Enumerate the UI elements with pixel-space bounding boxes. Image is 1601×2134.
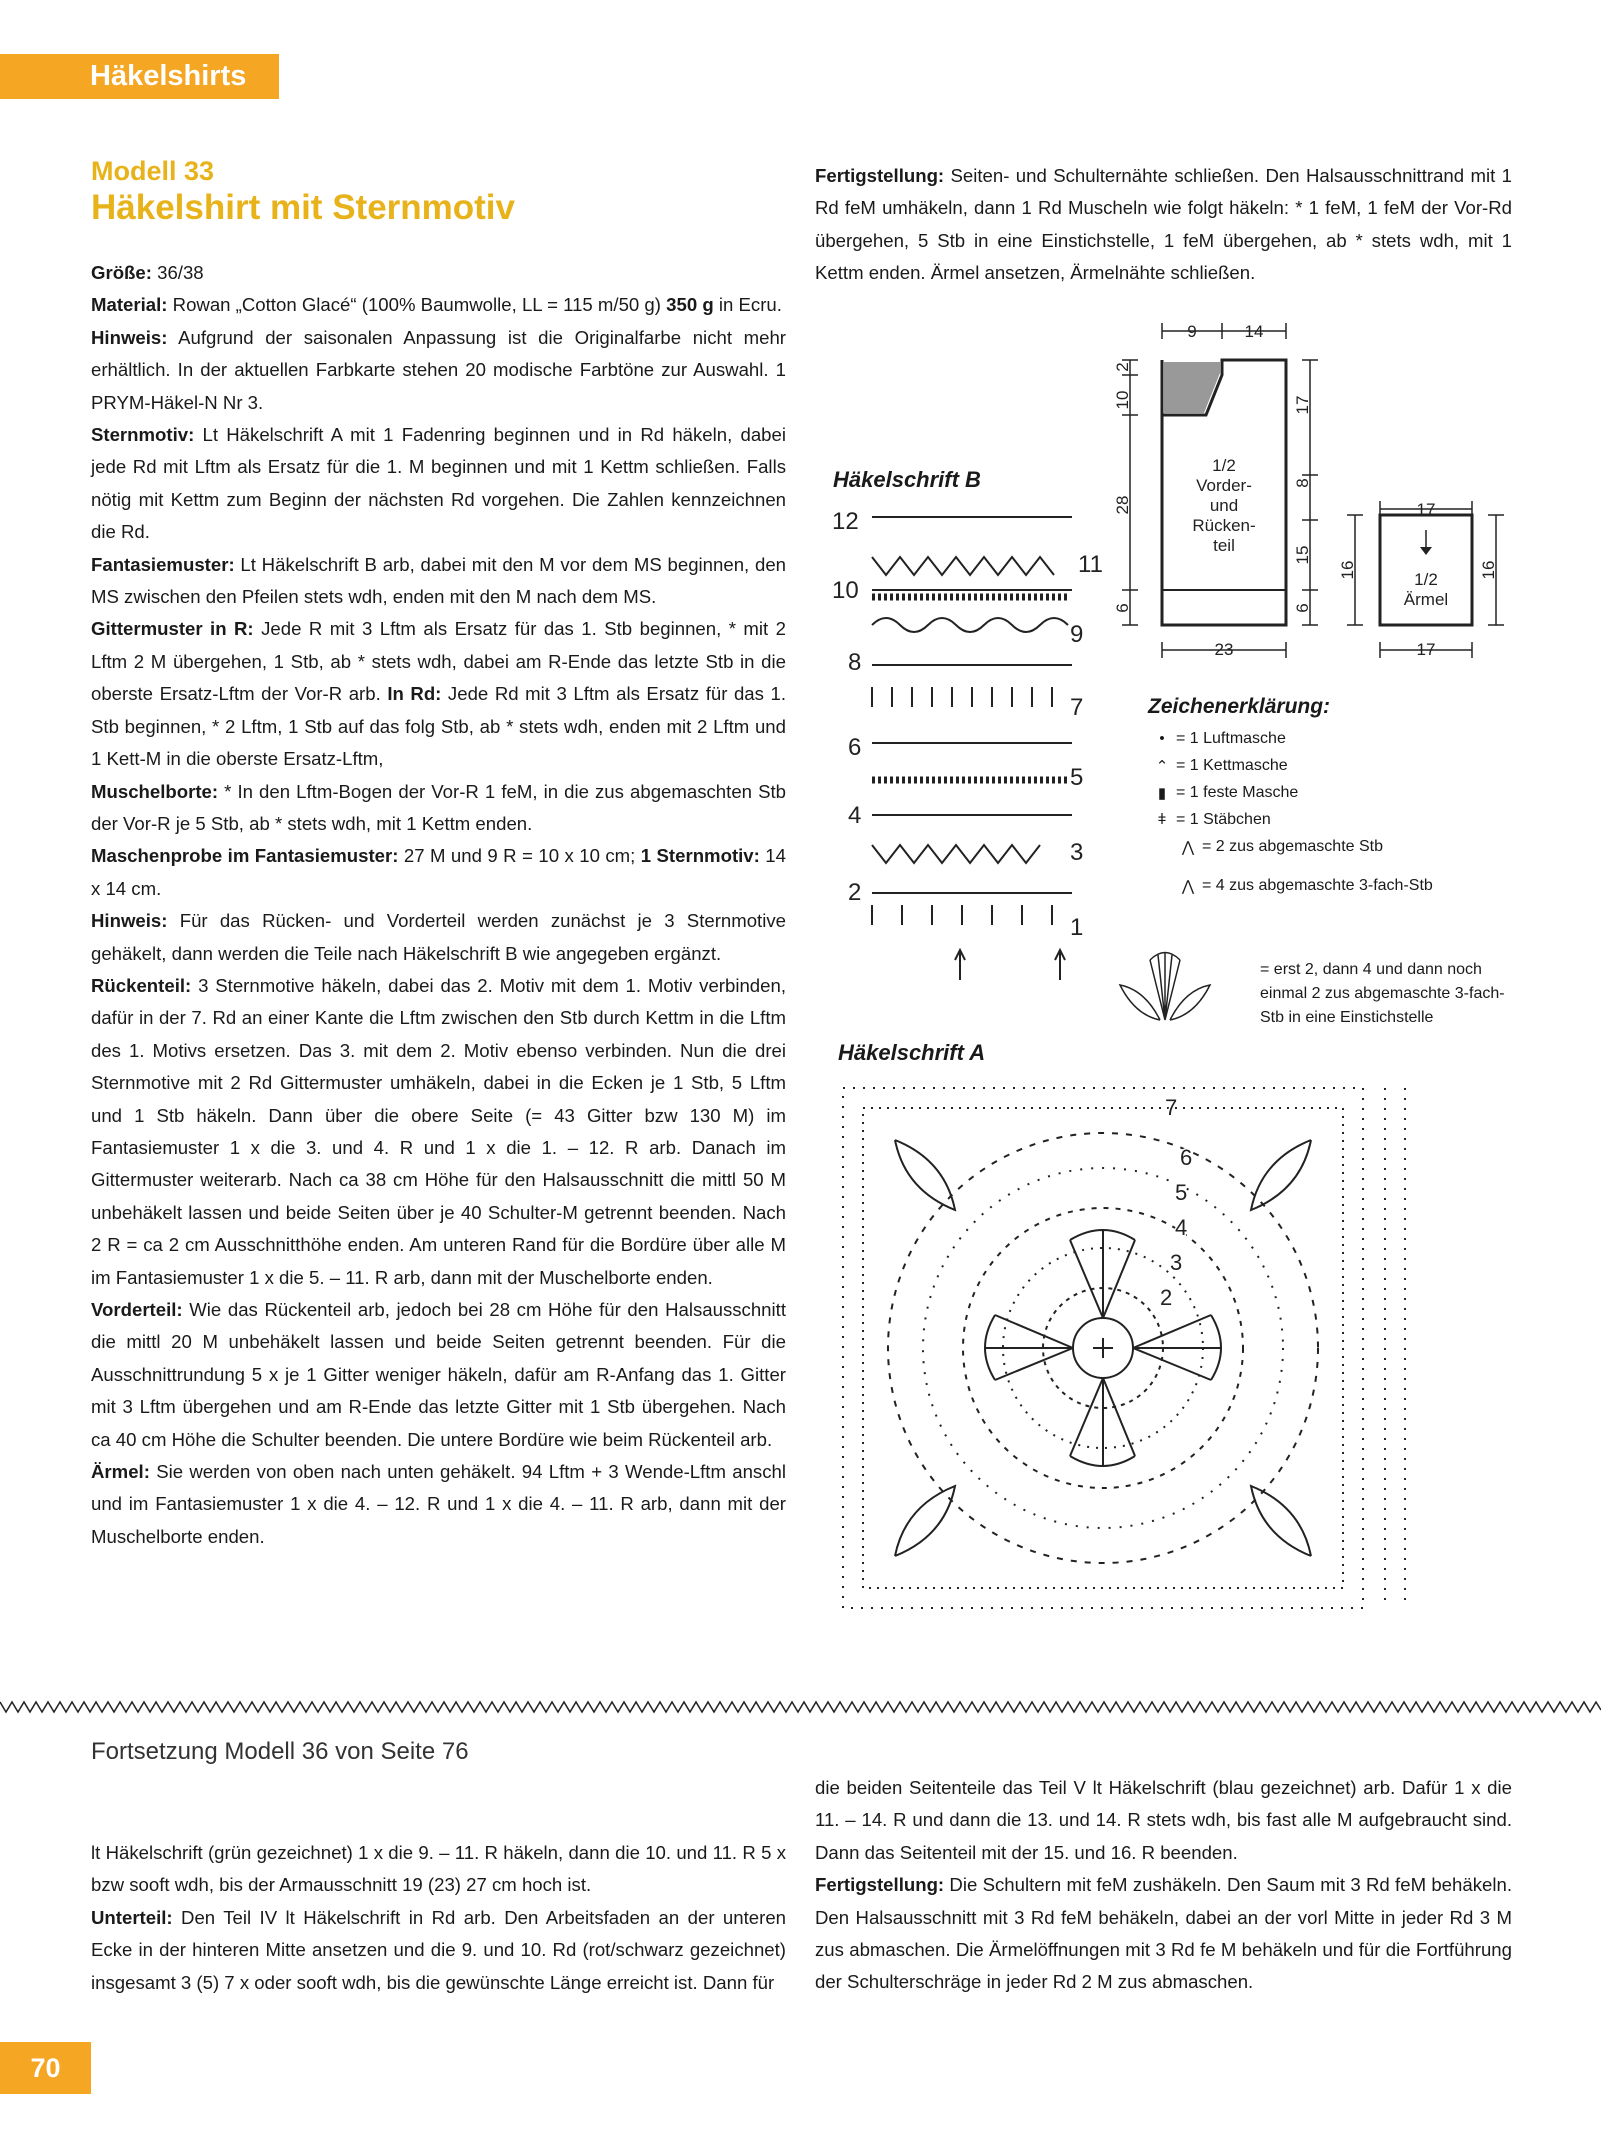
- round-4: 4: [1175, 1215, 1188, 1240]
- dim-right-d: 6: [1293, 603, 1312, 613]
- model-title: Häkelshirt mit Sternmotiv: [91, 188, 515, 227]
- row-4: 4: [848, 802, 862, 829]
- tr4tog-icon: ⋀: [1181, 878, 1195, 895]
- dim-left-d: 6: [1113, 603, 1132, 613]
- dim-right-c: 15: [1293, 545, 1312, 565]
- body-label-4: Rücken-: [1192, 516, 1256, 535]
- dim-top-a: 9: [1187, 322, 1197, 341]
- row-2: 2: [848, 879, 862, 906]
- instructions-right-column: [815, 160, 1512, 290]
- side-parts-paragraph: die beiden Seitenteile das Teil V lt Häkelschrift (blau gezeichnet) arb. Dafür 1 x die 11. – 14. R und dann die 13. und 14. R stets wdh, bis fast alle M aufgebraucht sind. Dann das Seitenteil mit der 15. und 16. R beenden.: [815, 1777, 1512, 1863]
- row-10: 10: [832, 577, 859, 604]
- leaf-cluster-icon: [1110, 940, 1220, 1030]
- instructions-left-column: [91, 257, 786, 1553]
- round-3: 3: [1170, 1250, 1183, 1275]
- sleeve-label-1: 1/2: [1414, 570, 1438, 589]
- double-crochet-icon: ǂ: [1157, 811, 1167, 828]
- note-paragraph: Hinweis: Aufgrund der saisonalen Anpassung ist die Originalfarbe nicht mehr erhältlich. In der aktuellen Farbkarte stehen 20 modische Farbtöne zur Auswahl. 1 PRYM-Häkel-N Nr 3.: [91, 326, 786, 413]
- row-6: 6: [848, 734, 862, 761]
- single-crochet-icon: ▮: [1157, 784, 1167, 802]
- star-motif-paragraph: Sternmotiv: Lt Häkelschrift A mit 1 Fadenring beginnen und in Rd häkeln, dabei jede Rd mit Lftm als Ersatz für die 1. M beginnen und mit 1 Kettm schließen. Falls nötig mit Kettm zum Beginn der nächsten Rd vorgehen. Die Zahlen kennzeichnen die Rd.: [91, 424, 786, 543]
- lower-part-paragraph: Unterteil: Den Teil IV lt Häkelschrift in Rd arb. Den Arbeitsfaden an der unteren Ecke in der hinteren Mitte ansetzen und die 9. und 10. Rd (rot/schwarz gezeichnet) insgesamt 3 (5) 7 x oder sooft wdh, bis die gewünschte Länge erreicht ist. Dann für: [91, 1906, 786, 1993]
- body-label-2: Vorder-: [1196, 476, 1252, 495]
- fantasy-pattern-paragraph: Fantasiemuster: Lt Häkelschrift B arb, dabei mit den M vor dem MS beginnen, den MS zwischen den Pfeilen stets wdh, enden mit den M nach dem MS.: [91, 553, 786, 608]
- row-11: 11: [1078, 551, 1103, 578]
- legend-item: ▮ = 1 feste Masche: [1148, 779, 1433, 806]
- row-7: 7: [1070, 694, 1084, 721]
- slip-stitch-icon: ⌃: [1155, 757, 1169, 775]
- legend-item: ⋀ = 4 zus abgemaschte 3-fach-Stb: [1148, 860, 1433, 912]
- round-6: 6: [1180, 1145, 1193, 1170]
- garment-schematic: [1110, 315, 1590, 670]
- legend-item: • = 1 Luftmasche: [1148, 725, 1433, 752]
- note2-paragraph: Hinweis: Für das Rücken- und Vorderteil werden zunächst je 3 Sternmotive gehäkelt, dann werden die Teile nach Häkelschrift B wie angegeben ergänzt.: [91, 910, 786, 964]
- sleeve-right: 16: [1479, 560, 1498, 580]
- body-label-5: teil: [1213, 536, 1235, 555]
- section-tab: [0, 54, 279, 99]
- round-7: 7: [1165, 1095, 1178, 1120]
- row-5: 5: [1070, 764, 1084, 791]
- diagram-a-title: Häkelschrift A: [838, 1040, 986, 1065]
- gauge-paragraph: Maschenprobe im Fantasiemuster: 27 M und 9 R = 10 x 10 cm; 1 Sternmotiv: 14 x 14 cm.: [91, 845, 786, 899]
- legend-item: ǂ = 1 Stäbchen: [1148, 806, 1433, 833]
- model-number: Modell 33: [91, 156, 215, 186]
- crochet-chart-b: [830, 505, 1120, 980]
- zigzag-divider: [0, 1700, 1601, 1714]
- row-8: 8: [848, 649, 862, 676]
- round-5: 5: [1175, 1180, 1188, 1205]
- row-12: 12: [832, 508, 859, 535]
- legend-item: ⌃ = 1 Kettmasche: [1148, 752, 1433, 779]
- dim-left-a: 10: [1113, 390, 1132, 410]
- dim-top-b: 14: [1244, 322, 1264, 341]
- continuation-paragraph: lt Häkelschrift (grün gezeichnet) 1 x die 9. – 11. R häkeln, dann die 10. und 11. R 5 x bzw sooft wdh, bis der Armausschnitt 19 (23) 27 cm hoch ist.: [91, 1842, 786, 1896]
- row-9: 9: [1070, 621, 1084, 648]
- continuation-left-column: [91, 1837, 786, 1999]
- dc2tog-icon: ⋀: [1181, 838, 1195, 856]
- back-piece-paragraph: Rückenteil: 3 Sternmotive häkeln, dabei das 2. Motiv mit dem 1. Motiv verbinden, dafür in der 7. Rd an einer Kante die Lftm zwischen den Stb durch Kettm in die Lftm des 1. Motivs ersetzen. Das 3. mit dem 2. Motiv ebenso verbinden. Nun die drei Sternmotive mit 2 Rd Gittermuster umhäkeln, dabei in die Ecken je 1 Stb, 5 Lftm und 1 Stb häkeln. Dann über die obere Seite (= 43 Gitter bzw 130 M) im Fantasiemuster 1 x die 3. und 4. R und 1 x die 1. – 12. R arb. Danach im Gittermuster weiterarb. Nach ca 38 cm Höhe für den Halsausschnitt die mittl 50 M unbehäkelt lassen und beide Seiten über je 40 Schulter-M getrennt beenden. Nach 2 R = ca 2 cm Ausschnitthöhe enden. Am unteren Rand für die Bordüre über alle M im Fantasiemuster 1 x die 5. – 11. R arb, dann mit der Muschelborte enden.: [91, 974, 786, 1288]
- body-label-3: und: [1209, 496, 1239, 515]
- continuation-heading: Fortsetzung Modell 36 von Seite 76: [91, 1738, 469, 1765]
- grid-pattern-paragraph: Gittermuster in R: Jede R mit 3 Lftm als Ersatz für das 1. Stb beginnen, * mit 2 Lftm 2 M übergehen, 1 Stb, ab * stets wdh, dabei am R-Ende das letzte Stb in die oberste Ersatz-Lftm der Vor-R arb. In Rd: Jede Rd mit 3 Lftm als Ersatz für das 1. Stb beginnen, * 2 Lftm, 1 Stb auf das folg Stb, ab * stets wdh, enden mit 2 Lftm und 1 Kett-M in die oberste Ersatz-Lftm,: [91, 618, 786, 770]
- legend: [1148, 695, 1433, 912]
- sleeve-paragraph: Ärmel: Sie werden von oben nach unten gehäkelt. 94 Lftm + 3 Wende-Lftm anschl und im Fantasiemuster 1 x die 4. – 12. R und 1 x die 4. – 11. R arb, dann mit der Muschelborte enden.: [91, 1461, 786, 1547]
- legend-title: Zeichenerklärung:: [1148, 695, 1331, 718]
- dim-left-c: 28: [1113, 495, 1132, 515]
- shell-edging-paragraph: Muschelborte: * In den Lftm-Bogen der Vor-R 1 feM, in die zus abgemaschten Stb der Vor-R je 5 Stb, ab * stets wdh, mit 1 Kettm enden.: [91, 780, 786, 834]
- section-title: Häkelshirts: [90, 60, 247, 92]
- sleeve-left: 16: [1338, 560, 1357, 580]
- crochet-chart-a: [835, 1080, 1440, 1620]
- dim-right-a: 17: [1293, 395, 1312, 415]
- sleeve-bottom: 17: [1416, 640, 1436, 659]
- row-3: 3: [1070, 839, 1084, 866]
- chain-icon: •: [1159, 730, 1165, 747]
- sleeve-top: 17: [1416, 500, 1436, 519]
- continuation-finishing-paragraph: Fertigstellung: Die Schultern mit feM zushäkeln. Den Saum mit 3 Rd feM behäkeln. Den Halsausschnitt mit 3 Rd feM behäkeln, dabei an der vorl Mitte in jeder Rd 3 M zus abmaschen. Die Ärmelöffnungen mit 3 Rd fe M behäkeln und für die Fortführung der Schulterschräge in jeder Rd 2 M zus abmaschen.: [815, 1874, 1512, 1993]
- diagram-b-title: Häkelschrift B: [833, 467, 981, 492]
- size-paragraph: Größe: 36/38: [91, 262, 204, 283]
- page-number: 70: [0, 2042, 91, 2094]
- front-piece-paragraph: Vorderteil: Wie das Rückenteil arb, jedoch bei 28 cm Höhe für den Halsausschnitt die mittl 20 M unbehäkelt lassen und beide Seiten getrennt beenden. Für die Ausschnittrundung 5 x je 1 Gitter weniger häkeln, dafür am R-Anfang das 1. Gitter mit 3 Lftm übergehen und am R-Ende das letzte Gitter mit 1 Stb übergehen. Nach ca 40 cm Höhe die Schulter beenden. Die untere Bordüre wie beim Rückenteil arb.: [91, 1299, 786, 1450]
- round-2: 2: [1160, 1285, 1173, 1310]
- row-1: 1: [1070, 914, 1084, 941]
- legend-item: ⋀ = 2 zus abgemaschte Stb: [1148, 833, 1433, 860]
- dim-left-b: 2: [1113, 362, 1132, 372]
- dim-right-b: 8: [1293, 478, 1312, 488]
- body-label-1: 1/2: [1212, 456, 1236, 475]
- sleeve-label-2: Ärmel: [1403, 590, 1449, 609]
- continuation-right-column: [815, 1772, 1512, 1999]
- finishing-paragraph: Fertigstellung: Seiten- und Schulternähte schließen. Den Halsausschnittrand mit 1 Rd feM umhäkeln, dann 1 Rd Muscheln wie folgt häkeln: * 1 feM, 1 feM der Vor-Rd übergehen, 5 Stb in eine Einstichstelle, 1 feM übergehen, ab * stets wdh, mit 1 Kettm enden. Ärmel ansetzen, Ärmelnähte schließen.: [815, 165, 1512, 284]
- dim-bottom: 23: [1214, 640, 1234, 659]
- material-paragraph: Material: Rowan „Cotton Glacé“ (100% Baumwolle, LL = 115 m/50 g) 350 g in Ecru.: [91, 294, 782, 316]
